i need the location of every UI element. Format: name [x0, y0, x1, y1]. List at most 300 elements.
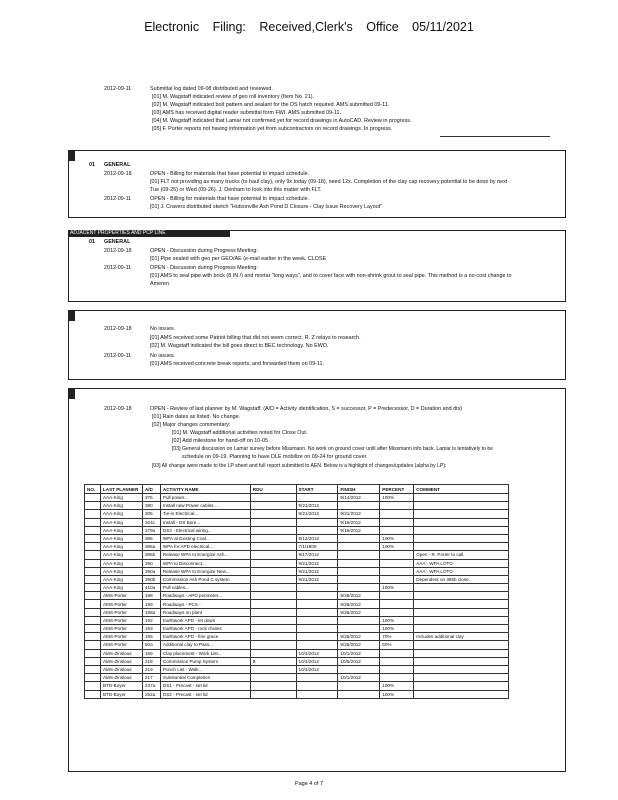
- table-row: [85, 543, 509, 551]
- entry-line: [01] Pipe sealed with geo per GEO/AE (e-mail earlier in the week. CLOSE: [150, 256, 327, 262]
- entry-line: [01] Rain dates as listed. No change.: [152, 414, 241, 420]
- entry-line: [01] M. Wagstaff additional activities noted for Close Out.: [172, 430, 308, 436]
- table-cell: [296, 674, 338, 682]
- table-cell: [85, 534, 101, 542]
- table-cell: 100%: [380, 543, 414, 551]
- table-cell: [85, 592, 101, 600]
- table-cell: 390b: [142, 575, 160, 583]
- table-cell: [85, 608, 101, 616]
- table-cell: [414, 616, 509, 624]
- table-cell: [296, 633, 338, 641]
- table-cell: [380, 502, 414, 510]
- table-cell: [85, 690, 101, 698]
- table-cell: Install new Power cables...: [160, 502, 250, 510]
- table-cell: [338, 584, 380, 592]
- table-cell: [414, 665, 509, 673]
- table-cell: 305: [142, 510, 160, 518]
- table-cell: 9/28/2012: [338, 608, 380, 616]
- entry-line: Tue (09-25) or Wed (09-26). J. Denham to look into this matter with FLT.: [150, 187, 322, 193]
- table-cell: [85, 600, 101, 608]
- table-cell: BTD-Boyer: [100, 682, 142, 690]
- entry-line: OPEN - Discussion during Progress Meeting:: [150, 265, 258, 271]
- table-cell: 100%: [380, 494, 414, 502]
- table-cell: AMS-Porter: [100, 616, 142, 624]
- table-cell: Punch List - Walk...: [160, 665, 250, 673]
- table-cell: 50a: [142, 641, 160, 649]
- entry-line: [05] F. Porter reports not having information yet from subcontractors on record drawings. In progress.: [152, 126, 393, 132]
- table-cell: Pull power...: [160, 494, 250, 502]
- table-cell: AAA-King: [100, 575, 142, 583]
- table-cell: [338, 567, 380, 575]
- table-cell: [85, 518, 101, 526]
- table-cell: AAA - WPA LOTO: [414, 567, 509, 575]
- table-cell: [85, 657, 101, 665]
- table-cell: 9/17/2012: [296, 551, 338, 559]
- column-header: COMMENT: [414, 485, 509, 494]
- table-cell: [338, 575, 380, 583]
- table-cell: [250, 510, 296, 518]
- entry-date: 2012-09-18: [104, 248, 132, 254]
- entry-date: 2012-09-18: [104, 326, 132, 332]
- table-cell: 9/25/2012: [338, 633, 380, 641]
- table-cell: AMS-Zinslous: [100, 649, 142, 657]
- table-cell: 237a: [142, 682, 160, 690]
- section-title: GENERAL: [104, 162, 131, 168]
- table-cell: [296, 584, 338, 592]
- table-cell: [414, 502, 509, 510]
- table-cell: Open - R. Porter to call.: [414, 551, 509, 559]
- table-row: [85, 633, 509, 641]
- table-cell: DS3 - Electrical wiring...: [160, 526, 250, 534]
- table-cell: 10/1/2012: [296, 657, 338, 665]
- table-row: [85, 526, 509, 534]
- section-heading: ADJACENT PROPERTIES AND PCP LINE: [68, 230, 230, 237]
- table-cell: 100%: [380, 534, 414, 542]
- column-header: PERCENT: [380, 485, 414, 494]
- table-row: [85, 518, 509, 526]
- table-cell: [380, 567, 414, 575]
- table-row: [85, 510, 509, 518]
- table-cell: [380, 665, 414, 673]
- entry-line: No issues.: [150, 326, 176, 332]
- table-cell: [414, 534, 509, 542]
- table-cell: AMS-Porter: [100, 592, 142, 600]
- table-cell: [85, 682, 101, 690]
- table-cell: 199: [142, 600, 160, 608]
- table-cell: 385b: [142, 551, 160, 559]
- table-cell: AAA-King: [100, 494, 142, 502]
- table-row: [85, 567, 509, 575]
- table-cell: [250, 633, 296, 641]
- table-cell: 9/28/2012: [338, 600, 380, 608]
- table-row: [85, 600, 509, 608]
- table-cell: [250, 616, 296, 624]
- table-cell: 9/28/2012: [338, 592, 380, 600]
- stamp-date: 05/11/2021: [412, 20, 474, 34]
- entry-line: Ameren.: [150, 281, 171, 287]
- table-cell: [85, 526, 101, 534]
- table-cell: [85, 575, 101, 583]
- table-cell: 410a: [142, 584, 160, 592]
- table-cell: Commission Ash Pond C system: [160, 575, 250, 583]
- entry-date: 2012-09-11: [104, 353, 132, 359]
- table-cell: [296, 608, 338, 616]
- table-row: [85, 592, 509, 600]
- table-cell: Clay placement - Work List...: [160, 649, 250, 657]
- entry-line: [01] AMS received concrete break reports, and forwarded them on 09-11.: [150, 361, 324, 367]
- table-cell: [250, 674, 296, 682]
- entry-date: 2012-09-18: [104, 171, 132, 177]
- table-cell: 218: [142, 657, 160, 665]
- table-cell: [296, 625, 338, 633]
- table-cell: Release WPA to Energize Ash...: [160, 551, 250, 559]
- column-header: FINISH: [338, 485, 380, 494]
- table-cell: [85, 494, 101, 502]
- table-cell: 9/14/2012: [338, 494, 380, 502]
- entry-line: schedule on 09-19. Planning to have DLE mobilize on 09-24 for ground cover.: [182, 454, 368, 460]
- table-cell: 375: [142, 494, 160, 502]
- entry-line: [01] FLT not providing as many trucks (to haul clay), only 9x today (09-18), need 12x. Completion of the clay cap recovery potential to be done by next: [150, 179, 508, 185]
- entry-date: 2012-09-18: [104, 406, 132, 412]
- table-cell: 70%: [380, 633, 414, 641]
- table-cell: [338, 543, 380, 551]
- table-cell: 193: [142, 625, 160, 633]
- table-cell: [414, 682, 509, 690]
- table-cell: [380, 600, 414, 608]
- entry-line: [02] Add milestone for hand-off on 10-05.: [172, 438, 270, 444]
- table-cell: AMS-Porter: [100, 625, 142, 633]
- table-cell: AMS-Zinslous: [100, 657, 142, 665]
- table-row: [85, 534, 509, 542]
- table-cell: [380, 575, 414, 583]
- table-cell: [85, 665, 101, 673]
- table-cell: [338, 682, 380, 690]
- table-row: [85, 657, 509, 665]
- table-cell: 9/13/2012: [296, 534, 338, 542]
- table-cell: [250, 567, 296, 575]
- table-cell: [250, 584, 296, 592]
- table-cell: AAA-King: [100, 502, 142, 510]
- table-cell: [414, 674, 509, 682]
- table-cell: $: [250, 657, 296, 665]
- table-cell: Tie-in Electrical...: [160, 510, 250, 518]
- table-cell: DS2 - Precast - set lid: [160, 690, 250, 698]
- table-cell: 385a: [142, 543, 160, 551]
- table-row: [85, 551, 509, 559]
- table-cell: [338, 690, 380, 698]
- entry-line: No issues.: [150, 353, 176, 359]
- table-cell: WPA to Disconnect...: [160, 559, 250, 567]
- table-cell: [250, 608, 296, 616]
- entry-line: OPEN - Billing for materials that have potential to impact schedule.: [150, 196, 310, 202]
- table-cell: [380, 559, 414, 567]
- table-cell: [250, 649, 296, 657]
- column-header: START: [296, 485, 338, 494]
- stamp-word: Filing:: [212, 20, 246, 34]
- table-cell: 10/1/2012: [296, 649, 338, 657]
- table-cell: AAA-King: [100, 559, 142, 567]
- table-cell: [338, 559, 380, 567]
- table-cell: Roadways - APD perimeter...: [160, 592, 250, 600]
- table-cell: [85, 616, 101, 624]
- table-cell: Earthwork APD - rock chutes: [160, 625, 250, 633]
- table-cell: [380, 674, 414, 682]
- table-cell: Pull cables...: [160, 584, 250, 592]
- column-header: LAST PLANNER: [100, 485, 142, 494]
- table-cell: 10/5/2012: [338, 657, 380, 665]
- table-header-row: [85, 485, 509, 494]
- entry-line: OPEN - Billing for materials that have potential to impact schedule.: [150, 171, 310, 177]
- table-cell: 159: [142, 649, 160, 657]
- table-cell: AMS-Zinslous: [100, 665, 142, 673]
- table-cell: WPA for APD electrical...: [160, 543, 250, 551]
- table-cell: [414, 641, 509, 649]
- section-marker: [69, 151, 75, 161]
- table-cell: 219: [142, 665, 160, 673]
- entry-line: [01] J. Cravers distributed sketch "Hutsonville Ash Pond D Closure - Clay Issue Recovery Layout": [150, 204, 383, 210]
- table-cell: 279a: [142, 526, 160, 534]
- table-cell: 192: [142, 616, 160, 624]
- table-cell: AAA-King: [100, 551, 142, 559]
- table-cell: [338, 625, 380, 633]
- table-cell: [250, 551, 296, 559]
- table-row: [85, 641, 509, 649]
- table-cell: [338, 616, 380, 624]
- entry-date: 2012-09-11: [104, 265, 132, 271]
- table-cell: BTD-Boyer: [100, 690, 142, 698]
- table-row: [85, 584, 509, 592]
- section-adjacent-properties: [68, 230, 566, 302]
- table-cell: [250, 559, 296, 567]
- table-cell: 9/21/2012: [296, 559, 338, 567]
- page-number: Page 4 of 7: [294, 781, 324, 787]
- table-cell: [250, 600, 296, 608]
- table-cell: [414, 518, 509, 526]
- table-cell: Roadways - PCS -: [160, 600, 250, 608]
- table-cell: [296, 518, 338, 526]
- section-marker: [69, 311, 75, 321]
- table-cell: AAA-King: [100, 543, 142, 551]
- table-cell: [380, 510, 414, 518]
- table-cell: [338, 551, 380, 559]
- table-cell: [296, 526, 338, 534]
- table-cell: [85, 551, 101, 559]
- table-cell: AAA-King: [100, 534, 142, 542]
- table-cell: AAA - WPA LOTO: [414, 559, 509, 567]
- table-cell: Install - DS Bore...: [160, 518, 250, 526]
- table-cell: AMS-Porter: [100, 608, 142, 616]
- table-cell: [338, 534, 380, 542]
- table-cell: [414, 526, 509, 534]
- table-cell: 100%: [380, 625, 414, 633]
- entry-line: [01] AMS to seal pipe with brick (8 IN /) and mortar "long ways", and to cover face with non-shrink grout to seal pipe. This method is a no-cost change to: [150, 273, 512, 279]
- table-cell: [250, 682, 296, 690]
- entry-line: [02] M. Wagstaff indicated bolt pattern and sealant for the DS hatch required. AMS submitted 09-11.: [152, 102, 390, 108]
- table-cell: Release WPA to Energize New...: [160, 567, 250, 575]
- section-marker: [69, 389, 75, 399]
- table-cell: 9/19/2012: [338, 526, 380, 534]
- table-row: [85, 690, 509, 698]
- entry-line: [03] All change were made to the LP sheet and full report submitted to AEN. Below is a highlight of changes/updates (alpha by LP):: [152, 463, 447, 469]
- table-cell: [85, 559, 101, 567]
- stamp-word: Office: [366, 20, 399, 34]
- table-cell: Dependent on 385b close.: [414, 575, 509, 583]
- entry-date: 2012-09-11: [104, 86, 132, 92]
- table-cell: [85, 584, 101, 592]
- table-cell: [380, 657, 414, 665]
- column-header: ACTIVITY NAME: [160, 485, 250, 494]
- table-row: [85, 674, 509, 682]
- column-header: NO.: [85, 485, 101, 494]
- section-number: 01: [89, 162, 95, 168]
- table-cell: 198a: [142, 608, 160, 616]
- table-cell: 385: [142, 534, 160, 542]
- table-cell: 10/1/2012: [296, 665, 338, 673]
- table-cell: [250, 518, 296, 526]
- table-cell: [414, 649, 509, 657]
- table-row: [85, 502, 509, 510]
- table-cell: 100%: [380, 682, 414, 690]
- table-cell: 9/21/2012: [296, 567, 338, 575]
- table-row: [85, 494, 509, 502]
- table-cell: [296, 641, 338, 649]
- table-cell: [296, 592, 338, 600]
- entry-line: [02] M. Wagstaff indicated the bill goes direct to BEC technology. No EWO.: [150, 343, 329, 349]
- stamp-word: Received,Clerk's: [259, 20, 353, 34]
- table-cell: WPA at Existing Coal...: [160, 534, 250, 542]
- table-cell: [380, 526, 414, 534]
- table-cell: [250, 625, 296, 633]
- table-cell: 390: [142, 559, 160, 567]
- table-cell: [414, 657, 509, 665]
- table-cell: [380, 649, 414, 657]
- table-row: [85, 665, 509, 673]
- table-cell: 9/21/2012: [338, 510, 380, 518]
- table-cell: 9/21/2012: [296, 510, 338, 518]
- table-cell: AMS-Zinslous: [100, 674, 142, 682]
- table-cell: [85, 674, 101, 682]
- entry-line: [02] Major changes commentary:: [152, 422, 231, 428]
- table-cell: [85, 641, 101, 649]
- entry-date: 2012-09-11: [104, 196, 132, 202]
- table-cell: [250, 665, 296, 673]
- table-cell: 9/21/2012: [296, 502, 338, 510]
- table-cell: 195: [142, 633, 160, 641]
- table-row: [85, 616, 509, 624]
- column-header: RDU: [250, 485, 296, 494]
- table-cell: 9/19/2012: [338, 518, 380, 526]
- table-cell: [85, 633, 101, 641]
- entry-line: [04] M. Wagstaff indicated that Lamar not confirmed yet for record drawings in AutoCAD. Review in progress.: [152, 118, 412, 124]
- table-cell: [414, 494, 509, 502]
- table-cell: [250, 641, 296, 649]
- table-cell: [338, 665, 380, 673]
- table-cell: 7/1/1900: [296, 543, 338, 551]
- table-cell: [380, 518, 414, 526]
- table-cell: AAA-King: [100, 567, 142, 575]
- table-cell: [250, 494, 296, 502]
- entry-line: [03] AMS has received digital reader submittal form FWI. AMS submitted 09-11.: [152, 110, 341, 116]
- table-row: [85, 559, 509, 567]
- filing-stamp: [0, 20, 618, 34]
- table-cell: [296, 616, 338, 624]
- entry-line: [01] AMS received some Patriot billing that did not seem correct. R. Z relays to research.: [150, 335, 361, 341]
- table-cell: [250, 690, 296, 698]
- table-cell: [414, 592, 509, 600]
- table-cell: [250, 534, 296, 542]
- table-cell: AMS-Porter: [100, 633, 142, 641]
- table-cell: 9/21/2012: [296, 575, 338, 583]
- section-number: 01: [89, 239, 95, 245]
- table-cell: [85, 510, 101, 518]
- table-cell: [85, 625, 101, 633]
- table-cell: Earthwork APD - let down: [160, 616, 250, 624]
- stamp-word: Electronic: [144, 20, 200, 34]
- table-cell: Includes additional clay: [414, 633, 509, 641]
- section-title: GENERAL: [104, 239, 131, 245]
- underline: [440, 136, 550, 137]
- table-cell: 10/1/2012: [338, 649, 380, 657]
- table-cell: Commission Pump System: [160, 657, 250, 665]
- table-row: [85, 575, 509, 583]
- table-cell: 10/1/2012: [338, 674, 380, 682]
- table-cell: [296, 494, 338, 502]
- table-row: [85, 625, 509, 633]
- table-cell: [414, 608, 509, 616]
- entry-line: OPEN - Review of last planner by M. Wagstaff. (A/D = Activity identification, S = successor, P = Predecessor, D = Duration and dts): [150, 406, 463, 412]
- entry-line: OPEN - Discussion during Progress Meeting:: [150, 248, 258, 254]
- table-cell: [250, 575, 296, 583]
- table-cell: [296, 682, 338, 690]
- table-cell: 9/25/2012: [338, 641, 380, 649]
- table-cell: [296, 600, 338, 608]
- column-header: A/D: [142, 485, 160, 494]
- table-cell: [380, 551, 414, 559]
- table-cell: [250, 502, 296, 510]
- table-cell: [85, 502, 101, 510]
- table-cell: [85, 543, 101, 551]
- table-cell: AAA-King: [100, 584, 142, 592]
- table-row: [85, 649, 509, 657]
- table-cell: DS1 - Precast - set lid: [160, 682, 250, 690]
- table-cell: AMS-Porter: [100, 600, 142, 608]
- table-cell: AAA-King: [100, 518, 142, 526]
- table-cell: [380, 592, 414, 600]
- table-cell: [85, 567, 101, 575]
- table-cell: 198: [142, 592, 160, 600]
- table-cell: [250, 543, 296, 551]
- table-cell: 217: [142, 674, 160, 682]
- table-cell: 252a: [142, 690, 160, 698]
- table-cell: [414, 625, 509, 633]
- table-cell: [414, 543, 509, 551]
- table-cell: [414, 510, 509, 518]
- table-cell: 100%: [380, 690, 414, 698]
- table-cell: 100%: [380, 584, 414, 592]
- table-cell: Roadways on plant: [160, 608, 250, 616]
- table-cell: [250, 526, 296, 534]
- table-cell: 324c: [142, 518, 160, 526]
- entry-line: [03] General discussion on Lamar survey before Missmann. No work on ground cover until after Missmann info back. Lamar is tentatively to be: [172, 446, 494, 452]
- table-cell: [296, 690, 338, 698]
- table-cell: [414, 690, 509, 698]
- entry-line: Submittal log dated 09-08 distributed and reviewed.: [150, 86, 273, 92]
- table-cell: [338, 502, 380, 510]
- entry-line: [01] M. Wagstaff indicated review of geo roll inventory (Item No. 21).: [152, 94, 315, 100]
- table-cell: AMS-Porter: [100, 641, 142, 649]
- table-cell: Additional clay to Pass...: [160, 641, 250, 649]
- table-cell: AAA-King: [100, 510, 142, 518]
